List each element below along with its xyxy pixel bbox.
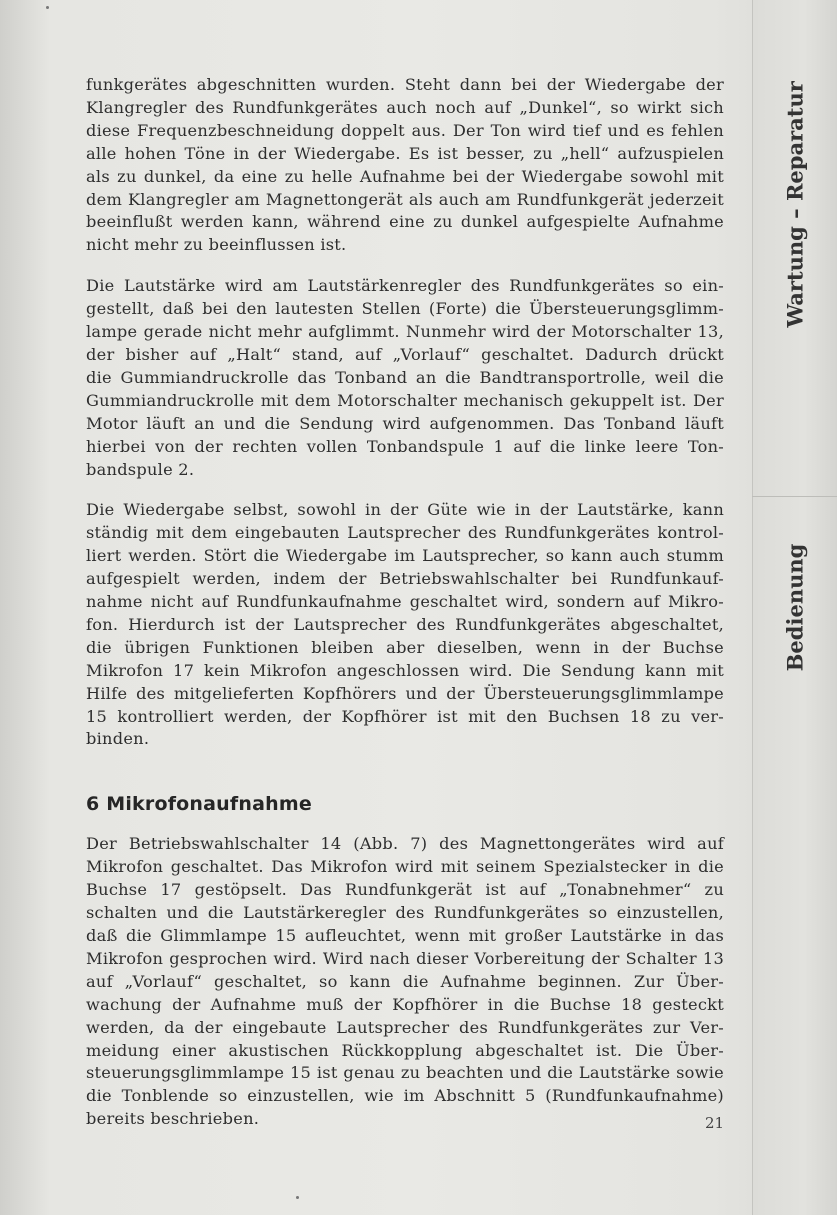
text-line: der bisher auf „Halt“ stand, auf „Vorlauf“ geschaltet. Dadurch drückt (86, 344, 724, 364)
text-line: daß die Glimmlampe 15 aufleuchtet, wenn mit großer Lautstärke in das (86, 926, 724, 945)
text-line: steuerungsglimmlampe 15 ist genau zu beachten und die Lautstärke sowie (86, 1063, 724, 1083)
text-line: meidung einer akustischen Rückkopplung abgeschaltet ist. Die Über- (86, 1040, 724, 1060)
text-line: gestellt, daß bei den lautesten Stellen (Forte) die Übersteuerungsglimm- (86, 299, 724, 319)
page-number: 21 (705, 1114, 725, 1132)
text-line: dem Klangregler am Magnettongerät als auch am Rundfunkgerät jederzeit (86, 189, 724, 209)
text-line: liert werden. Stört die Wiedergabe im Lautsprecher, so kann auch stumm (86, 546, 724, 566)
text-line: binden. (86, 729, 150, 749)
text-line: schalten und die Lautstärkeregler des Rundfunkgerätes so einzustellen, (86, 903, 724, 923)
text-line: Mikrofon geschaltet. Das Mikrofon wird mit seinem Spezialstecker in die (86, 857, 724, 877)
text-line: Mikrofon 17 kein Mikrofon angeschlossen wird. Die Sendung kann mit (86, 660, 724, 680)
text-line: auf „Vorlauf“ geschaltet, so kann die Aufnahme beginnen. Zur Über- (86, 971, 724, 991)
text-line: Der Betriebswahlschalter 14 (Abb. 7) des Magnettongerätes wird auf (86, 834, 724, 854)
text-line: lampe gerade nicht mehr aufglimmt. Nunmehr wird der Motorschalter 13, (86, 322, 724, 342)
text-line: die Gummiandruckrolle das Tonband an die Bandtransportrolle, weil die (86, 367, 724, 387)
text-line: Die Lautstärke wird am Lautstärkenregler des Rundfunkgerätes so ein- (86, 276, 724, 296)
body-text (86, 74, 724, 1131)
tab-label-bedienung: Bedienung (782, 543, 808, 672)
text-line: die Tonblende so einzustellen, wie im Abschnitt 5 (Rundfunkaufnahme) (86, 1086, 724, 1106)
text-line: bandspule 2. (86, 459, 195, 479)
text-line: funkgerätes abgeschnitten wurden. Steht dann bei der Wiedergabe der (86, 75, 724, 94)
tab-label-wartung-reparatur: Wartung – Reparatur (782, 81, 808, 328)
text-line: 15 kontrolliert werden, der Kopfhörer ist mit den Buchsen 18 zu ver- (86, 706, 724, 726)
text-line: nahme nicht auf Rundfunkaufnahme geschaltet wird, sondern auf Mikro- (86, 592, 724, 612)
section-heading: 6 Mikrofonaufnahme (86, 793, 312, 816)
text-line: diese Frequenzbeschneidung doppelt aus. Der Ton wird tief und es fehlen (86, 120, 724, 140)
text-line: Buchse 17 gestöpselt. Das Rundfunkgerät ist auf „Tonabnehmer“ zu (86, 880, 724, 900)
text-line: wachung der Aufnahme muß der Kopfhörer in die Buchse 18 gesteckt (86, 994, 724, 1014)
tab-divider (752, 496, 837, 497)
text-line: nicht mehr zu beeinflussen ist. (86, 235, 347, 255)
text-line: beeinflußt werden kann, während eine zu dunkel aufgespielte Aufnahme (86, 212, 724, 232)
text-line: werden, da der eingebaute Lautsprecher des Rundfunkgerätes zur Ver- (86, 1017, 724, 1037)
paragraph-2 (86, 275, 724, 481)
text-line: Hilfe des mitgelieferten Kopfhörers und der Übersteuerungsglimmlampe (86, 683, 724, 703)
paragraph-3 (86, 499, 724, 751)
text-line: hierbei von der rechten vollen Tonbandspule 1 auf die linke leere Ton- (86, 436, 724, 456)
speck (296, 1196, 299, 1199)
speck (46, 6, 49, 9)
text-line: Die Wiedergabe selbst, sowohl in der Güte wie in der Lautstärke, kann (86, 500, 724, 520)
text-line: fon. Hierdurch ist der Lautsprecher des Rundfunkgerätes abgeschaltet, (86, 614, 724, 634)
paragraph-4 (86, 833, 724, 1131)
text-line: Klangregler des Rundfunkgerätes auch noch auf „Dunkel“, so wirkt sich (86, 97, 724, 117)
text-line: aufgespielt werden, indem der Betriebswahlschalter bei Rundfunkauf- (86, 569, 724, 589)
text-line: als zu dunkel, da eine zu helle Aufnahme bei der Wiedergabe sowohl mit (86, 166, 724, 186)
text-line: Mikrofon gesprochen wird. Wird nach dieser Vorbereitung der Schalter 13 (86, 948, 724, 968)
text-line: Motor läuft an und die Sendung wird aufgenommen. Das Tonband läuft (86, 413, 724, 433)
text-line: die übrigen Funktionen bleiben aber dieselben, wenn in der Buchse (86, 637, 724, 657)
text-line: bereits beschrieben. (86, 1109, 260, 1129)
text-line: ständig mit dem eingebauten Lautsprecher des Rundfunkgerätes kontrol- (86, 523, 724, 543)
text-line: alle hohen Töne in der Wiedergabe. Es ist besser, zu „hell“ aufzuspielen (86, 143, 724, 163)
text-line: Gummiandruckrolle mit dem Motorschalter mechanisch gekuppelt ist. Der (86, 390, 724, 410)
paragraph-1 (86, 74, 724, 257)
